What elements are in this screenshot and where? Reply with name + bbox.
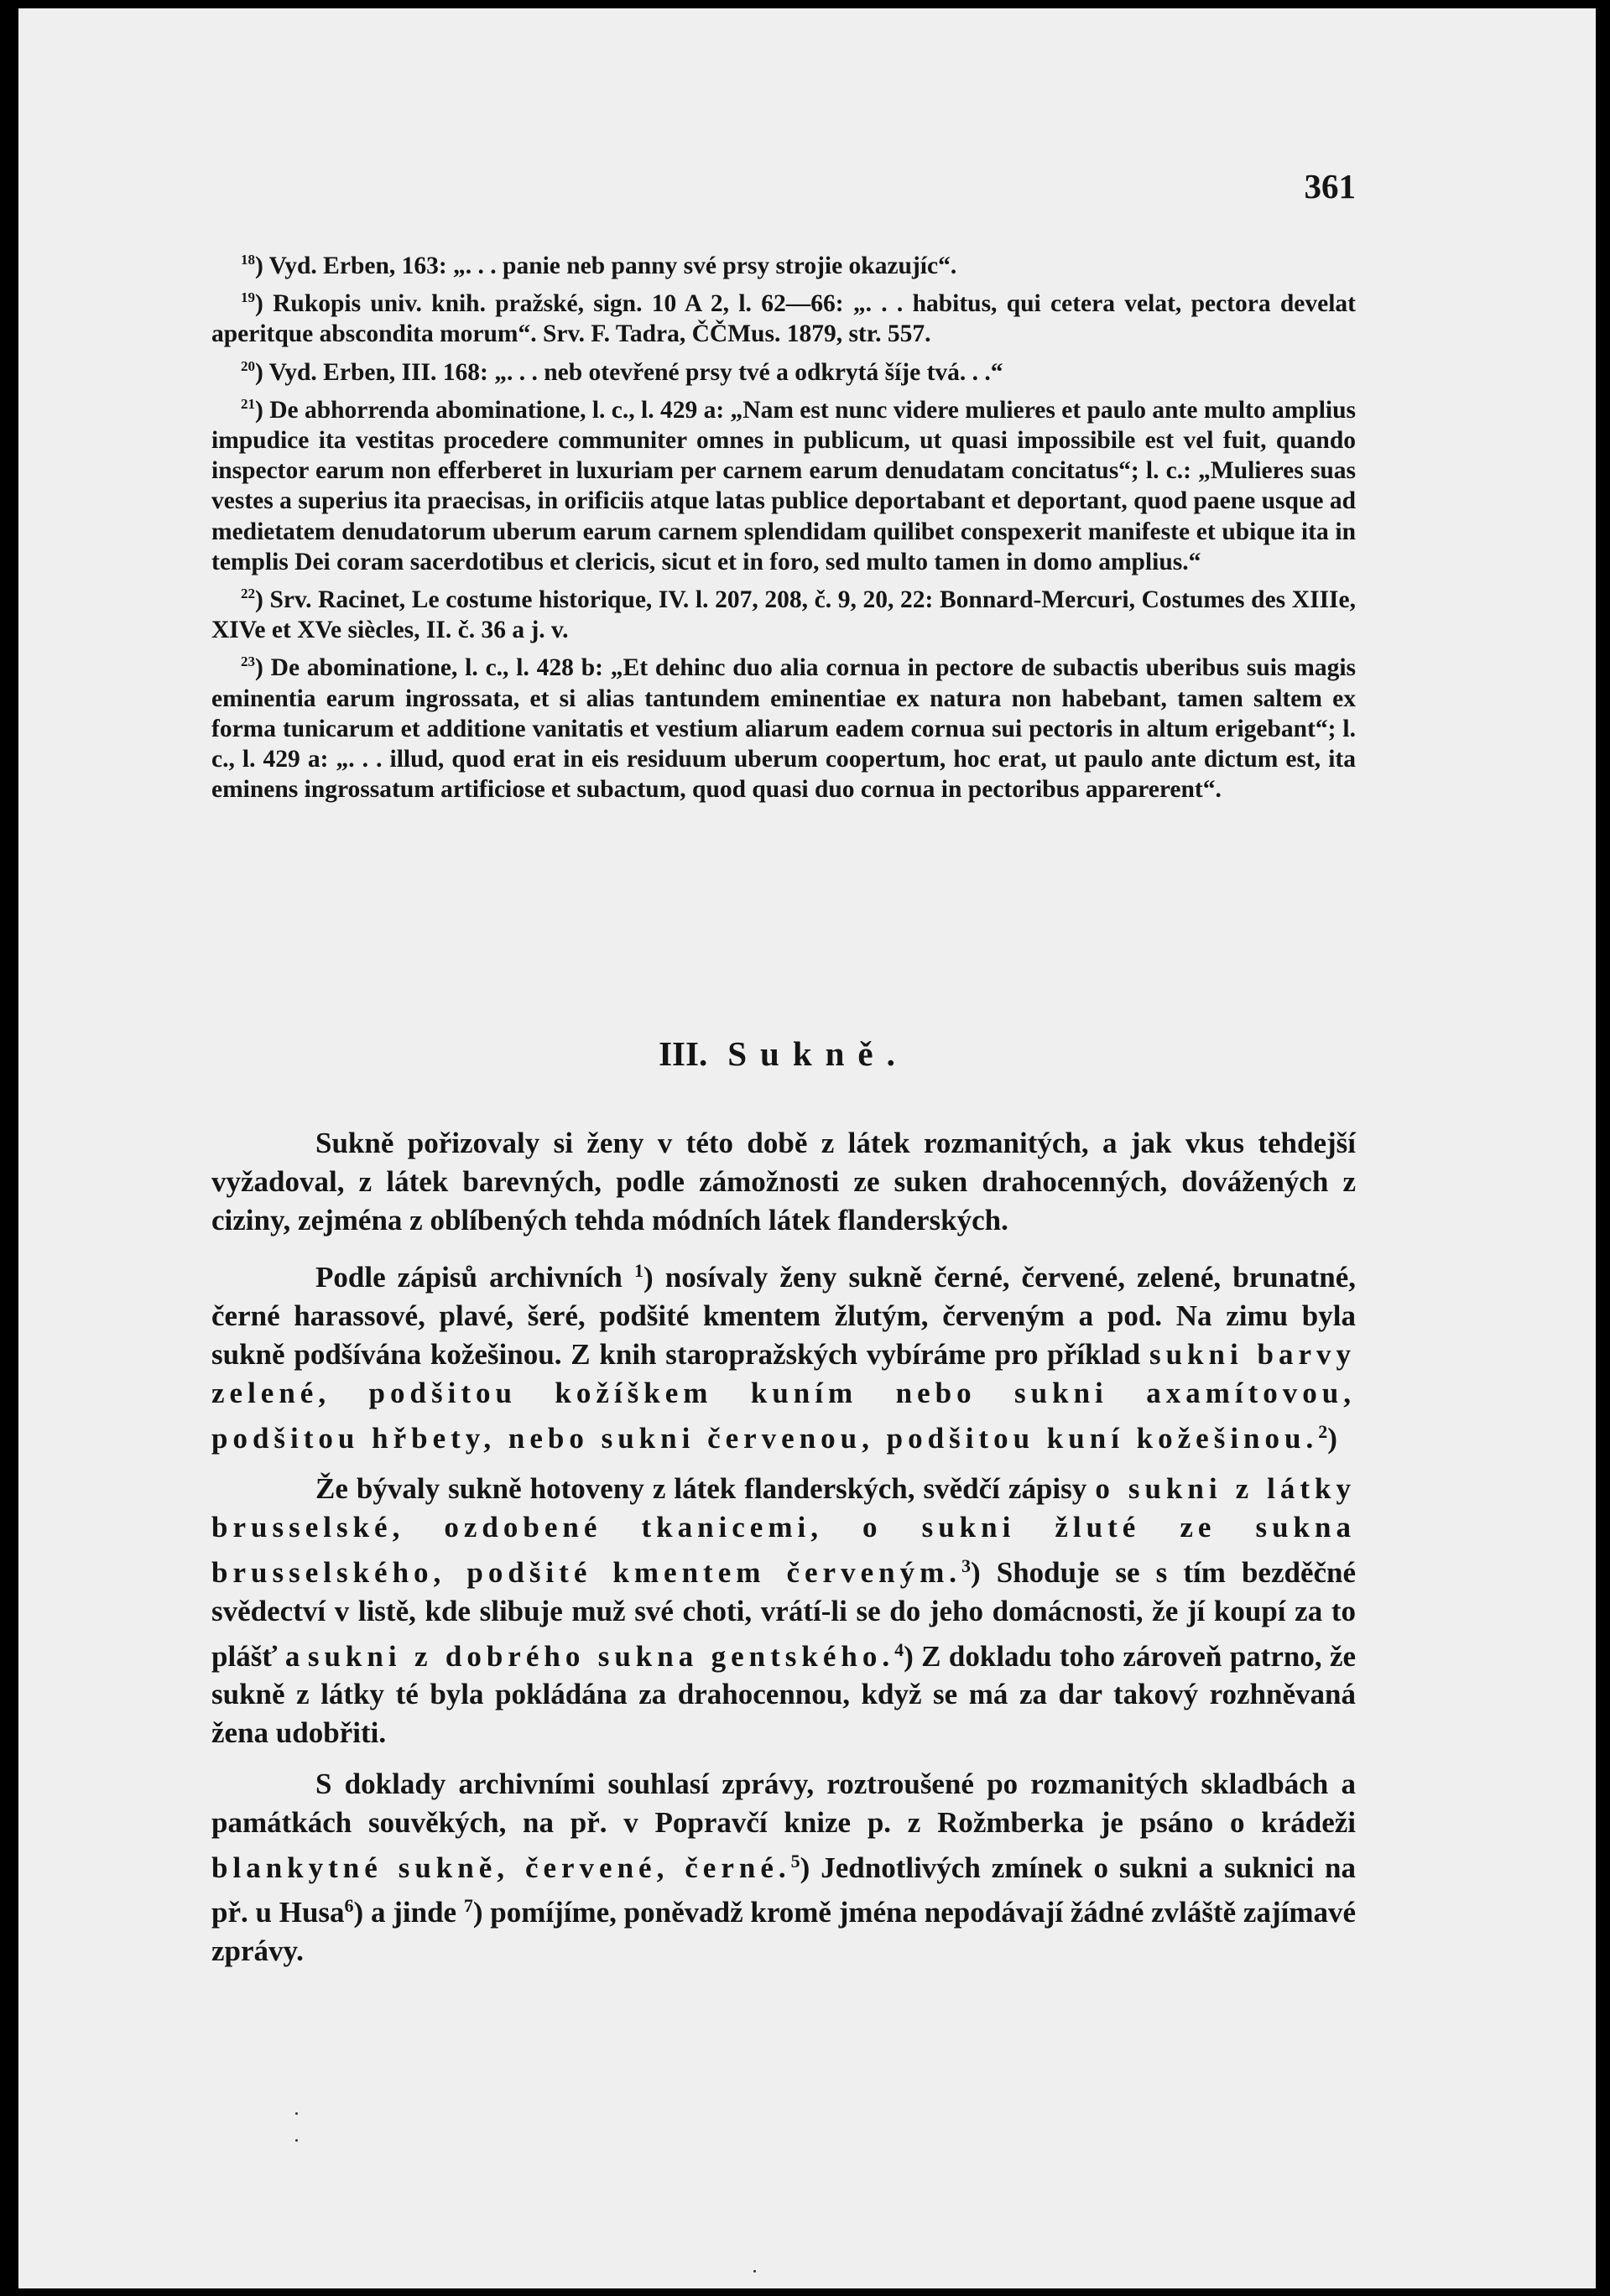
footnote-text: De abominatione, l. c., l. 428 b: „Et dehinc duo alia cornua in pectore de subactis uberibus suis magis eminentia earum ingrossata, et si alias tantundem eminentiae ex natura non habebant, tamen saltem ex forma tunicarum et additione vanitatis et vestium aliarum eadem cornua sui pectoris in altum erigebant“; l. c., l. 429 a: „. . . illud, quod erat in eis residuum uberum coopertum, hoc erat, ut paulo ante dictum est, ita eminens ingrossatum artificiose et subactum, quod quasi duo cornua in pectoribus apparerent“. bbox=[211, 654, 1356, 804]
footnote-18: $^{18}$) Vyd. Erben, 163: „. . . panie neb panny své prsy strojie okazujíc“. bbox=[241, 252, 957, 279]
footnote-23: $^{23}$) De abominatione, l. c., l. 428 b: „Et dehinc duo alia cornua in pectore de subactis uberibus suis magis eminentia earum ingrossata, et si alias tantundem eminentiae ex natura non habebant, tamen saltem ex forma tunicarum et additione vanitatis et vestium aliarum eadem cornua sui pectoris in altum erigebant“; l. c., l. 429 a: „. . . illud, quod erat in eis residuum uberum coopertum, hoc erat, ut paulo ante dictum est, ita eminens ingrossatum artificiose et subactum, quod quasi duo cornua in pectoribus apparerent“. bbox=[211, 653, 1356, 804]
footnote-text: Srv. Racinet, Le costume historique, IV. l. 207, 208, č. 9, 20, 22: Bonnard-Mercuri, Costumes des XIIIe, XIVe et XVe siècles, II. č. 36 a j. v. bbox=[211, 586, 1356, 644]
chapter-number: III. bbox=[659, 1034, 708, 1073]
text-run: Podle zápisů archivních bbox=[315, 1261, 623, 1294]
footnote-ref: 3 bbox=[961, 1554, 971, 1576]
scan-speck bbox=[295, 2112, 298, 2115]
footnote-mark: 22 bbox=[241, 586, 255, 602]
spaced-text: sukni z dobrého sukna gentského. bbox=[307, 1639, 895, 1673]
paragraph-3: Že bývaly sukně hotoveny z látek flanderských, svědčí zápisy o sukni z látky brusselské, ozdobené tkanicemi, o sukni žluté ze sukna brusselského, podšité kmentem červeným.$^3$) Shoduje se s tím bezděčné svědectví v listě, kde slibuje muž své choti, vrátí-li se do jeho domácnosti, že jí koupí za to plášť a sukni z dobrého sukna gentského.$^4$) Z dokladu toho zároveň patrno, že sukně z látky té byla pokládána za drahocennou, když se má za dar takový rozhněvaná žena udobřiti. bbox=[211, 1472, 1357, 1750]
footnote-19: $^{19}$) Rukopis univ. knih. pražské, sign. 10 A 2, l. 62—66: „. . . habitus, qui cetera velat, pectora develat aperitque abscondita morum“. Srv. F. Tadra, ČČMus. 1879, str. 557. bbox=[211, 289, 1356, 348]
footnote-ref: 5 bbox=[790, 1850, 800, 1872]
footnote-mark: 23 bbox=[241, 653, 255, 670]
spaced-text: blankytné sukně, červené, černé. bbox=[211, 1851, 791, 1884]
footnote-ref: 7 bbox=[463, 1895, 473, 1917]
spaced-text: o sukni z látky brusselské, ozdobené tkanicemi, o sukni žluté ze sukna brusselského, podšité kmentem červeným. bbox=[211, 1472, 1356, 1589]
main-text bbox=[211, 1124, 1356, 1983]
footnotes bbox=[211, 245, 1356, 806]
footnote-mark: 21 bbox=[241, 395, 255, 412]
footnote-ref: 4 bbox=[894, 1638, 904, 1660]
text-run: Jednotlivých zmínek o sukni a suknici na př. u Husa bbox=[211, 1851, 1357, 1929]
paragraph-2: Podle zápisů archivních $^1$) nosívaly ženy sukně černé, červené, zelené, brunatné, černé harassové, plavé, šeré, podšité kmentem žlutým, červeným a pod. Na zimu byla sukně podšívána kožešinou. Z knih staropražských vybíráme pro příklad sukni barvy zelené, podšitou kožíškem kuním nebo sukni axamítovou, podšitou hřbety, nebo sukni červenou, podšitou kuní kožešinou.$^2$) bbox=[211, 1260, 1357, 1455]
footnote-text: Vyd. Erben, III. 168: „. . . neb otevřené prsy tvé a odkrytá šíje tvá. . .“ bbox=[268, 358, 1003, 386]
spaced-text: sukni barvy zelené, podšitou kožíškem kuním nebo sukni axamítovou, podšitou hřbety, nebo sukni červenou, podšitou kuní kožešinou. bbox=[211, 1337, 1356, 1455]
book-page bbox=[18, 8, 1596, 2288]
footnote-ref: 6 bbox=[344, 1895, 354, 1917]
text-run: Z dokladu toho zároveň patrno, že sukně z látky té byla pokládána za drahocennou, když se má za dar takový rozhněvaná žena udobřiti. bbox=[211, 1639, 1357, 1750]
text-run: nosívaly ženy sukně černé, červené, zelené, brunatné, černé harassové, plavé, šeré, podšité kmentem žlutým, červeným a pod. Na zimu byla sukně podšívána kožešinou. Z knih staropražských vybíráme pro příklad bbox=[211, 1261, 1357, 1371]
text-run: a jinde bbox=[370, 1896, 457, 1929]
scan-speck bbox=[753, 2270, 756, 2273]
text-run: Že bývaly sukně hotoveny z látek flanderských, svědčí zápisy bbox=[315, 1472, 1087, 1506]
text-run: pomíjíme, poněvadž kromě jména nepodávají žádné zvláště zajímavé zprávy. bbox=[211, 1896, 1357, 1968]
footnote-mark: 18 bbox=[241, 252, 255, 268]
chapter-title: Sukně. bbox=[727, 1034, 909, 1073]
paragraph-1: Sukně pořizovaly si ženy v této době z látek rozmanitých, a jak vkus tehdejší vyžadoval, z látek barevných, podle zámožnosti ze suken drahocenných, dovážených z ciziny, zejména z oblíbených tehda módních látek flanderských. bbox=[211, 1127, 1356, 1237]
text-run: S doklady archivními souhlasí zprávy, roztroušené po rozmanitých skladbách a památkách souvěkých, na př. v Popravčí knize p. z Rožmberka je psáno o krádeži bbox=[211, 1767, 1356, 1839]
footnote-20: $^{20}$) Vyd. Erben, III. 168: „. . . neb otevřené prsy tvé a odkrytá šíje tvá. . .“ bbox=[241, 357, 1003, 386]
footnote-text: Vyd. Erben, 163: „. . . panie neb panny své prsy strojie okazujíc“. bbox=[268, 253, 957, 279]
footnote-ref: 2 bbox=[1318, 1420, 1328, 1442]
paragraph-4: S doklady archivními souhlasí zprávy, roztroušené po rozmanitých skladbách a památkách souvěkých, na př. v Popravčí knize p. z Rožmberka je psáno o krádeži blankytné sukně, červené, černé.$^5$) Jednotlivých zmínek o sukni a suknici na př. u Husa$^6$) a jinde $^7$) pomíjíme, poněvadž kromě jména nepodávají žádné zvláště zajímavé zprávy. bbox=[211, 1767, 1357, 1968]
chapter-heading bbox=[211, 1033, 1356, 1074]
footnote-mark: 20 bbox=[241, 357, 255, 374]
text-run: Shoduje se s tím bezděčné svědectví v listě, kde slibuje muž své choti, vrátí-li se do jeho domácnosti, že jí koupí za to plášť a bbox=[211, 1555, 1357, 1673]
scan-speck bbox=[295, 2139, 298, 2142]
footnote-text: Rukopis univ. knih. pražské, sign. 10 A 2, l. 62—66: „. . . habitus, qui cetera velat, pectora develat aperitque abscondita morum“. Srv. F. Tadra, ČČMus. 1879, str. 557. bbox=[211, 290, 1356, 348]
footnote-21: $^{21}$) De abhorrenda abominatione, l. c., l. 429 a: „Nam est nunc videre mulieres et paulo ante multo amplius impudice ita vestitas procedere communiter omnes in publicum, ut quasi impossibile est vel fuit, quando inspector earum non efferberet in luxuriam per carnem earum denudatam concitatus“; l. c.: „Mulieres suas vestes a superius ita praecisas, in orificiis atque latas publice deportabant et deportant, quod paene usque ad medietatem denudatorum uberum earum carnem splendidam quilibet conspexerit manifeste et ubique ita in templis Dei coram sacerdotibus et clericis, sicut et in foro, sed multo tamen in domo amplius.“ bbox=[211, 395, 1356, 575]
footnote-text: De abhorrenda abominatione, l. c., l. 429 a: „Nam est nunc videre mulieres et paulo ante multo amplius impudice ita vestitas procedere communiter omnes in publicum, ut quasi impossibile est vel fuit, quando inspector earum non efferberet in luxuriam per carnem earum denudatam concitatus“; l. c.: „Mulieres suas vestes a superius ita praecisas, in orificiis atque latas publice deportabant et deportant, quod paene usque ad medietatem denudatorum uberum earum carnem splendidam quilibet conspexerit manifeste et ubique ita in templis Dei coram sacerdotibus et clericis, sicut et in foro, sed multo tamen in domo amplius.“ bbox=[211, 396, 1356, 575]
footnote-mark: 19 bbox=[241, 289, 255, 306]
page-number: 361 bbox=[1304, 167, 1356, 206]
footnote-22: $^{22}$) Srv. Racinet, Le costume historique, IV. l. 207, 208, č. 9, 20, 22: Bonnard-Mercuri, Costumes des XIIIe, XIVe et XVe siècles, II. č. 36 a j. v. bbox=[211, 586, 1356, 644]
footnote-ref: 1 bbox=[634, 1260, 643, 1282]
